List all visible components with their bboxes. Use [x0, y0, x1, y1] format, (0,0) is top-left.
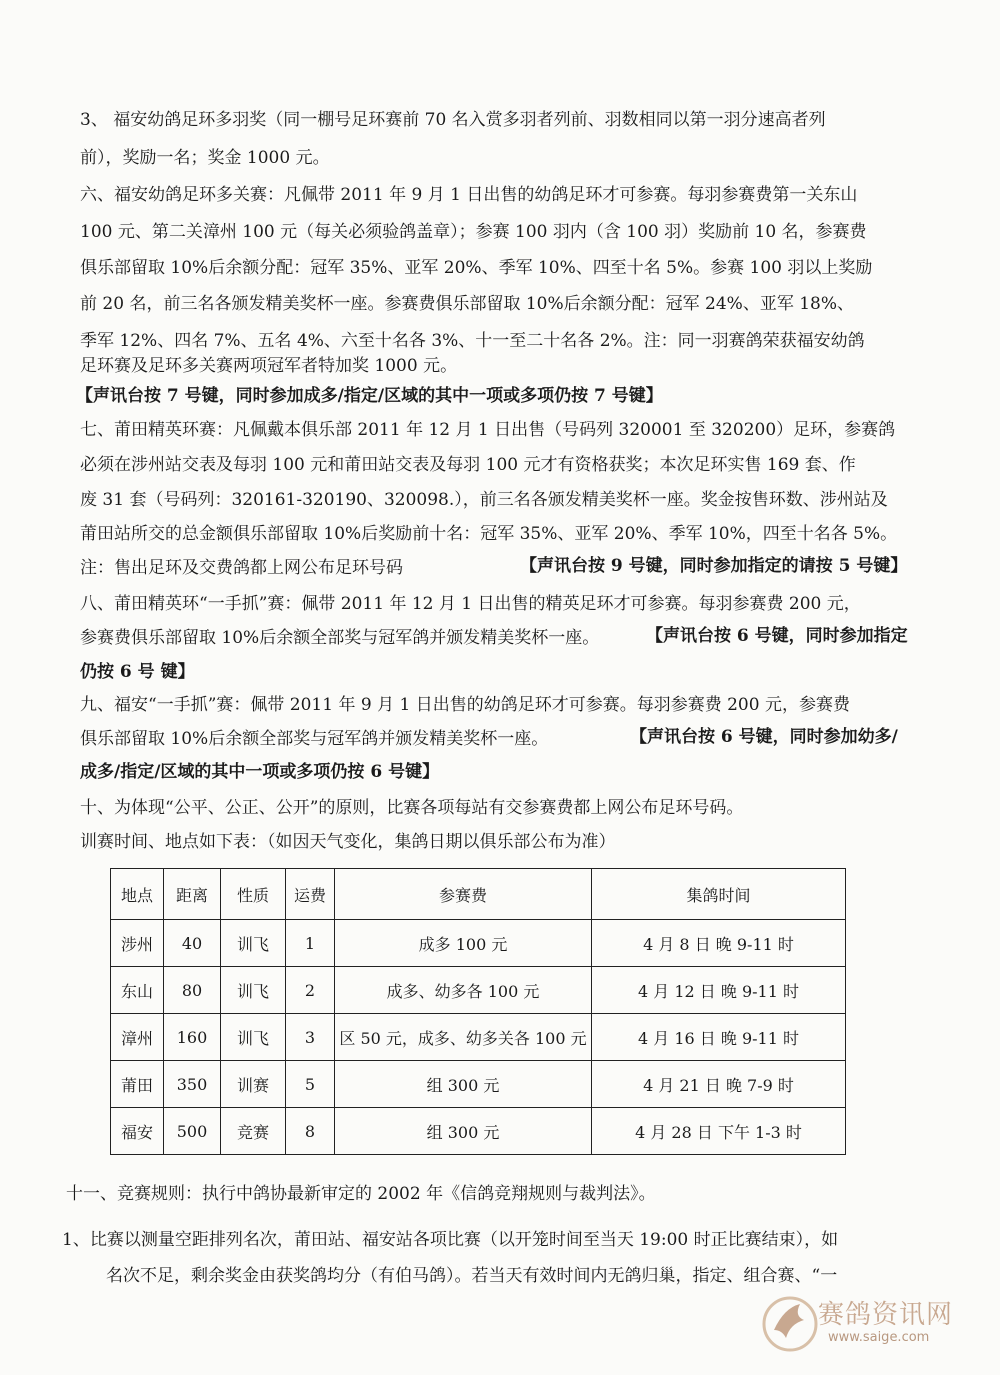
table-cell: 4 月 12 日 晚 9-11 时 — [592, 967, 846, 1014]
table-cell: 训飞 — [221, 920, 286, 967]
text-line: 训赛时间、地点如下表：（如因天气变化，集鸽日期以俱乐部公布为准） — [80, 832, 616, 852]
text-line: 六、福安幼鸽足环多关赛：凡佩带 2011 年 9 月 1 日出售的幼鸽足环才可参赛。每羽参赛费第一关东山 — [80, 185, 858, 205]
table-cell: 4 月 16 日 晚 9-11 时 — [592, 1014, 846, 1061]
text-line: 注：售出足环及交费鸽都上网公布足环号码 — [80, 558, 403, 578]
text-line: 俱乐部留取 10%后余额全部奖与冠军鸽并颁发精美奖杯一座。 — [80, 729, 549, 749]
text-line: 八、莆田精英环“一手抓”赛：佩带 2011 年 12 月 1 日出售的精英足环才可参赛。每羽参赛费 200 元， — [80, 594, 861, 614]
text-line: 必须在涉州站交表及每羽 100 元和莆田站交表及每羽 100 元才有资格获奖；本次足环实售 169 套、作 — [80, 455, 856, 475]
text-line: 十一、竞赛规则：执行中鸽协最新审定的 2002 年《信鸽竞翔规则与裁判法》。 — [66, 1184, 656, 1204]
text-line: 季军 12%、四名 7%、五名 4%、六至十名各 3%、十一至二十名各 2%。注：同一羽赛鸽荣获福安幼鸽 — [80, 331, 865, 351]
table-cell: 漳州 — [111, 1014, 164, 1061]
table-cell: 350 — [164, 1061, 221, 1108]
table-cell: 训飞 — [221, 1014, 286, 1061]
text-line: 莆田站所交的总金额俱乐部留取 10%后奖励前十名：冠军 35%、亚军 20%、季军 10%，四至十名各 5%。 — [80, 524, 898, 544]
text-line: 100 元、第二关漳州 100 元（每关必须验鸽盖章）；参赛 100 羽内（含 100 羽）奖励前 10 名，参赛费 — [80, 222, 867, 242]
text-line: 参赛费俱乐部留取 10%后余额全部奖与冠军鸽并颁发精美奖杯一座。 — [80, 628, 600, 648]
voice-key-note: 【声讯台按 6 号键，同时参加指定 — [646, 626, 908, 646]
voice-key-note: 仍按 6 号 键】 — [80, 662, 195, 682]
table-cell: 2 — [286, 967, 335, 1014]
table-row — [111, 1014, 846, 1061]
table-cell: 5 — [286, 1061, 335, 1108]
voice-key-note: 成多/指定/区域的其中一项或多项仍按 6 号键】 — [80, 762, 440, 782]
text-line: 废 31 套（号码列：320161-320190、320098.），前三名各颁发精美奖杯一座。奖金按售环数、涉州站及 — [80, 490, 888, 510]
table-row — [111, 920, 846, 967]
text-line: 俱乐部留取 10%后余额分配：冠军 35%、亚军 20%、季军 10%、四至十名 5%。参赛 100 羽以上奖励 — [80, 258, 873, 278]
watermark — [760, 1290, 970, 1360]
voice-key-note: 【声讯台按 7 号键，同时参加成多/指定/区域的其中一项或多项仍按 7 号键】 — [76, 386, 663, 406]
table-header: 运费 — [286, 869, 335, 920]
text-line: 3、 福安幼鸽足环多羽奖（同一棚号足环赛前 70 名入赏多羽者列前、羽数相同以第一羽分速高者列 — [80, 110, 826, 130]
table-cell: 3 — [286, 1014, 335, 1061]
table-row — [111, 967, 846, 1014]
table-header: 参赛费 — [335, 869, 592, 920]
table-row — [111, 1108, 846, 1155]
text-line: 名次不足，剩余奖金由获奖鸽均分（有伯马鸽）。若当天有效时间内无鸽归巢，指定、组合赛、“一 — [106, 1266, 838, 1286]
table-cell: 涉州 — [111, 920, 164, 967]
watermark-url: www.saige.com — [828, 1330, 930, 1345]
table-cell: 1 — [286, 920, 335, 967]
pigeon-logo-icon — [760, 1290, 820, 1356]
text-line: 1、比赛以测量空距排列名次，莆田站、福安站各项比赛（以开笼时间至当天 19:00 时正比赛结束），如 — [62, 1230, 839, 1250]
schedule-table — [110, 868, 846, 1155]
watermark-title: 赛鸽资讯网 — [818, 1300, 954, 1330]
table-cell: 成多、幼多各 100 元 — [335, 967, 592, 1014]
table-cell: 80 — [164, 967, 221, 1014]
text-line: 前），奖励一名；奖金 1000 元。 — [80, 148, 330, 168]
table-header: 地点 — [111, 869, 164, 920]
table-cell: 4 月 21 日 晚 7-9 时 — [592, 1061, 846, 1108]
table-cell: 成多 100 元 — [335, 920, 592, 967]
table-cell: 8 — [286, 1108, 335, 1155]
voice-key-note: 【声讯台按 6 号键，同时参加幼多/ — [630, 727, 898, 747]
text-line: 七、莆田精英环赛：凡佩戴本俱乐部 2011 年 12 月 1 日出售（号码列 320001 至 320200）足环，参赛鸽 — [80, 420, 896, 440]
table-header-row — [111, 869, 846, 920]
table-cell: 训赛 — [221, 1061, 286, 1108]
table-cell: 4 月 28 日 下午 1-3 时 — [592, 1108, 846, 1155]
table-cell: 竞赛 — [221, 1108, 286, 1155]
table-cell: 500 — [164, 1108, 221, 1155]
text-line: 前 20 名，前三名各颁发精美奖杯一座。参赛费俱乐部留取 10%后余额分配：冠军 24%、亚军 18%、 — [80, 294, 855, 314]
table-cell: 莆田 — [111, 1061, 164, 1108]
text-line: 足环赛及足环多关赛两项冠军者特加奖 1000 元。 — [80, 356, 458, 376]
table-cell: 40 — [164, 920, 221, 967]
text-line: 九、福安“一手抓”赛：佩带 2011 年 9 月 1 日出售的幼鸽足环才可参赛。每羽参赛费 200 元，参赛费 — [80, 695, 850, 715]
table-row — [111, 1061, 846, 1108]
voice-key-note: 【声讯台按 9 号键，同时参加指定的请按 5 号键】 — [520, 556, 908, 576]
table-header: 集鸽时间 — [592, 869, 846, 920]
table-cell: 4 月 8 日 晚 9-11 时 — [592, 920, 846, 967]
table-cell: 组 300 元 — [335, 1108, 592, 1155]
table-header: 距离 — [164, 869, 221, 920]
text-line: 十、为体现“公平、公正、公开”的原则，比赛各项每站有交参赛费都上网公布足环号码。 — [80, 798, 744, 818]
table-cell: 组 300 元 — [335, 1061, 592, 1108]
table-cell: 东山 — [111, 967, 164, 1014]
table-cell: 160 — [164, 1014, 221, 1061]
table-cell: 训飞 — [221, 967, 286, 1014]
table-header: 性质 — [221, 869, 286, 920]
table-cell: 区 50 元，成多、幼多关各 100 元 — [335, 1014, 592, 1061]
table-cell: 福安 — [111, 1108, 164, 1155]
